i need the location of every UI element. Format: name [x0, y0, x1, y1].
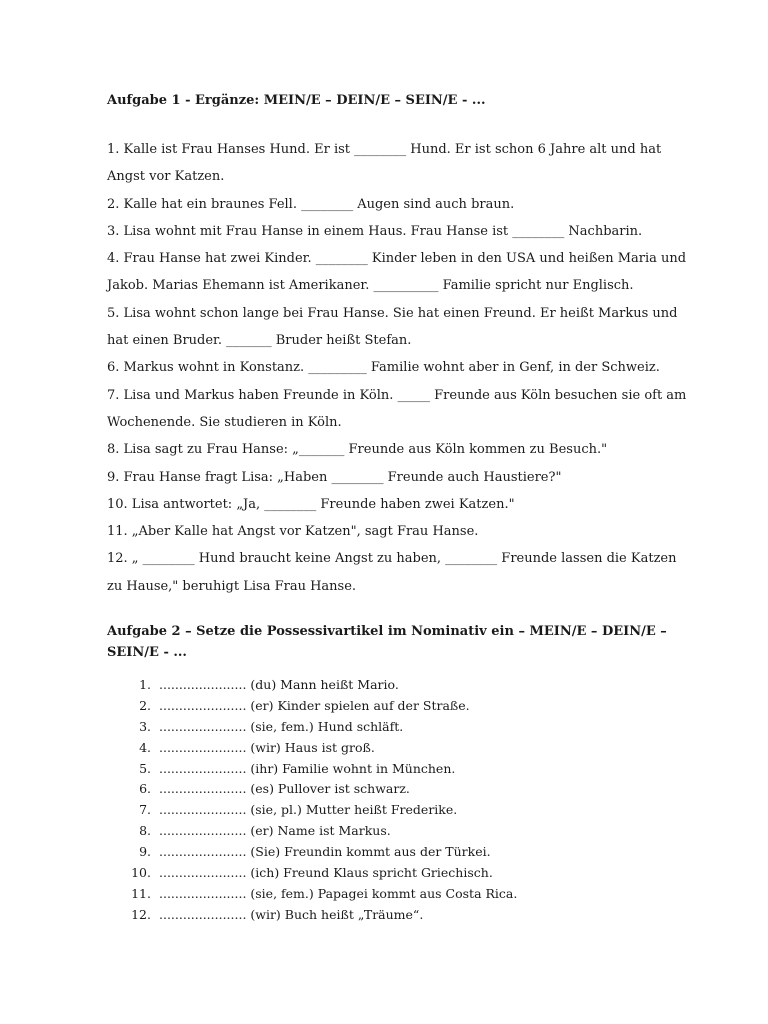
task1-line: 9. Frau Hanse fragt Lisa: „Haben ________ Freunde auch Haustiere?": [107, 469, 562, 485]
task2-heading-line1: Aufgabe 2 – Setze die Possessivartikel im Nominativ ein – MEIN/E – DEIN/E –: [107, 624, 667, 639]
task1-line: zu Hause," beruhigt Lisa Frau Hanse.: [107, 578, 357, 594]
item-number: 9.: [139, 844, 151, 860]
list-item: [107, 738, 517, 759]
task1-line: 2. Kalle hat ein braunes Fell. ________ Augen sind auch braun.: [107, 196, 515, 212]
task1-line: hat einen Bruder. _______ Bruder heißt Stefan.: [107, 333, 412, 349]
item-text: ...................... (er) Name ist Markus.: [159, 823, 391, 839]
task2-list: [107, 675, 517, 926]
item-number: 10.: [131, 865, 151, 881]
task2-heading-line2: SEIN/E - ...: [107, 645, 187, 660]
item-text: ...................... (sie, fem.) Papagei kommt aus Costa Rica.: [159, 885, 518, 901]
task1-line: 12. „ ________ Hund braucht keine Angst zu haben, ________ Freunde lassen die Katzen: [107, 551, 677, 567]
item-text: ...................... (sie, pl.) Mutter heißt Frederike.: [159, 802, 458, 818]
item-number: 12.: [131, 906, 151, 922]
list-item: [107, 779, 517, 800]
item-number: 7.: [139, 802, 151, 818]
task1-line: 8. Lisa sagt zu Frau Hanse: „_______ Freunde aus Köln kommen zu Besuch.": [107, 442, 608, 458]
task1-text: [107, 136, 687, 600]
task1-line: 7. Lisa und Markus haben Freunde in Köln. _____ Freunde aus Köln besuchen sie oft am: [107, 387, 687, 403]
list-item: [107, 800, 517, 821]
item-number: 11.: [131, 885, 151, 901]
item-number: 5.: [139, 760, 151, 776]
task1-line: Wochenende. Sie studieren in Köln.: [107, 414, 342, 430]
list-item: [107, 842, 517, 863]
item-number: 8.: [139, 823, 151, 839]
list-item: [107, 717, 517, 738]
item-text: ...................... (es) Pullover ist schwarz.: [159, 781, 410, 797]
item-number: 2.: [139, 697, 151, 713]
item-text: ...................... (er) Kinder spielen auf der Straße.: [159, 697, 470, 713]
task1-line: 6. Markus wohnt in Konstanz. _________ Familie wohnt aber in Genf, in der Schweiz.: [107, 360, 660, 376]
item-text: ...................... (wir) Buch heißt „Träume“.: [159, 906, 424, 922]
task1-line: 10. Lisa antwortet: „Ja, ________ Freunde haben zwei Katzen.": [107, 496, 515, 512]
task1-line: Angst vor Katzen.: [107, 169, 225, 185]
task1-line: 4. Frau Hanse hat zwei Kinder. ________ Kinder leben in den USA und heißen Maria und: [107, 251, 687, 267]
list-item: [107, 884, 517, 905]
list-item: [107, 821, 517, 842]
list-item: [107, 675, 517, 696]
item-text: ...................... (du) Mann heißt Mario.: [159, 677, 399, 692]
task1-line: 5. Lisa wohnt schon lange bei Frau Hanse. Sie hat einen Freund. Er heißt Markus und: [107, 305, 678, 321]
item-number: 3.: [139, 718, 151, 734]
item-text: ...................... (ich) Freund Klaus spricht Griechisch.: [159, 865, 493, 881]
item-text: ...................... (ihr) Familie wohnt in München.: [159, 760, 456, 776]
item-text: ...................... (Sie) Freundin kommt aus der Türkei.: [159, 844, 491, 860]
list-item: [107, 696, 517, 717]
item-text: ...................... (sie, fem.) Hund schläft.: [159, 718, 404, 734]
task1-line: 1. Kalle ist Frau Hanses Hund. Er ist ________ Hund. Er ist schon 6 Jahre alt und hat: [107, 142, 662, 157]
list-item: [107, 759, 517, 780]
item-text: ...................... (wir) Haus ist groß.: [159, 739, 375, 755]
task1-heading: Aufgabe 1 - Ergänze: MEIN/E – DEIN/E – SEIN/E - ...: [107, 93, 486, 108]
task1-line: 11. „Aber Kalle hat Angst vor Katzen", sagt Frau Hanse.: [107, 524, 479, 540]
task1-line: 3. Lisa wohnt mit Frau Hanse in einem Haus. Frau Hanse ist ________ Nachbarin.: [107, 223, 643, 239]
task1-line: Jakob. Marias Ehemann ist Amerikaner. __________ Familie spricht nur Englisch.: [107, 278, 634, 294]
list-item: [107, 905, 517, 926]
item-number: 4.: [139, 739, 151, 755]
list-item: [107, 863, 517, 884]
item-number: 1.: [139, 677, 151, 692]
item-number: 6.: [139, 781, 151, 797]
